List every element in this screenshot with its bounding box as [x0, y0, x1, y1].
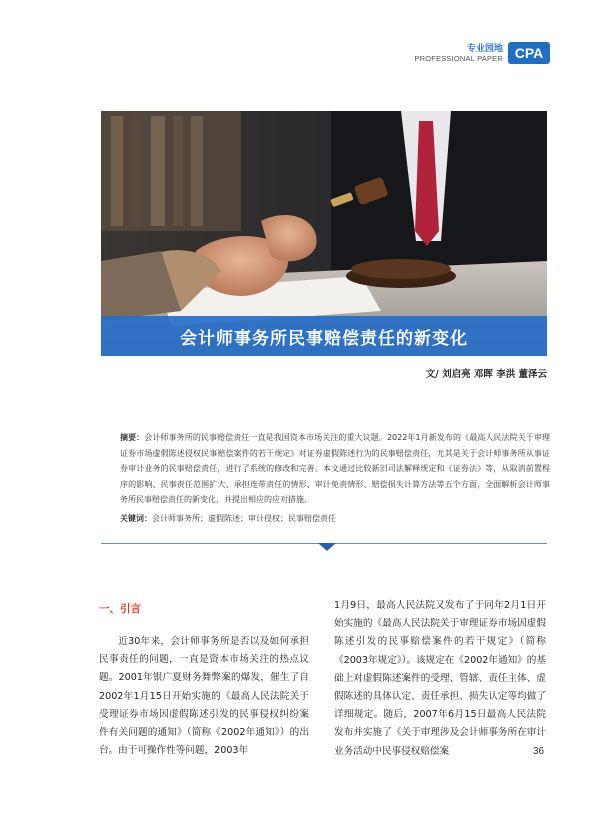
abstract-text: 会计师事务所的民事赔偿责任一直是我国资本市场关注的重大议题。2022年1月新发布的《最高人民法院关于审理证券市场虚假陈述侵权民事赔偿案件的若干规定》对证券虚假陈述行为的民事赔偿责任，尤其是关于会计师事务所从事证券审计业务的民事赔偿责任，进行了系统的修改和完善。本文通过比较新旧司法解释规定和《证券法》等，从取消前置程序的影响、民事责任范围扩大、承担连带责任的情形、审计免责情形、赔偿损失计算方法等五个方面，全面解析会计师事务所民事赔偿责任的新变化，并提出相应的应对措施。 [120, 433, 551, 505]
abstract [120, 430, 550, 508]
body-column-right [334, 597, 546, 761]
body-paragraph: 1月9日，最高人民法院又发布了于同年2月1日开始实施的《最高人民法院关于审理证券市场因虚假陈述引发的民事赔偿案件的若干规定》（简称《2003年规定》）。该规定在《2002年通知》的基础上对虚假陈述案件的受理、管辖、责任主体、虚假陈述的具体认定、责任承担、损失认定等均做了详细规定。随后，2007年6月15日最高人民法院发布并实施了《关于审理涉及会计师事务所在审计业务活动中民事侵权赔偿案 [334, 600, 546, 757]
svg-text:CPA: CPA [514, 45, 544, 61]
body-paragraph: 近30年来，会计师事务所是否以及如何承担民事责任的问题，一直是资本市场关注的热点议题。2001年银广夏财务舞弊案的爆发，催生了自2002年1月15日开始实施的《最高人民法院关于受理证券市场因虚假陈述引发的民事侵权纠纷案件有关问题的通知》（简称《2002年通知》）的出台。由于可操作性等问题，2003年 [99, 636, 309, 757]
section-heading: 一、引言 [99, 603, 141, 615]
article-title: 会计师事务所民事赔偿责任的新变化 [180, 328, 468, 349]
abstract-label: 摘要： [120, 433, 145, 442]
triangle-marker-icon [318, 543, 336, 551]
cpa-logo [508, 42, 550, 64]
keywords-label: 关键词： [120, 514, 152, 523]
title-band [101, 316, 547, 356]
category-en: PROFESSIONAL PAPER [414, 53, 503, 63]
category-cn: 专业园地 [466, 44, 503, 54]
body-column-left [99, 633, 309, 760]
keywords [120, 512, 550, 526]
section-category [414, 45, 503, 63]
authors: 文/ 刘启亮 邓晖 李洪 董泽云 [425, 369, 547, 380]
keywords-text: 会计师事务所；虚假陈述；审计侵权；民事赔偿责任 [152, 514, 336, 523]
page-number: 36 [533, 746, 545, 757]
